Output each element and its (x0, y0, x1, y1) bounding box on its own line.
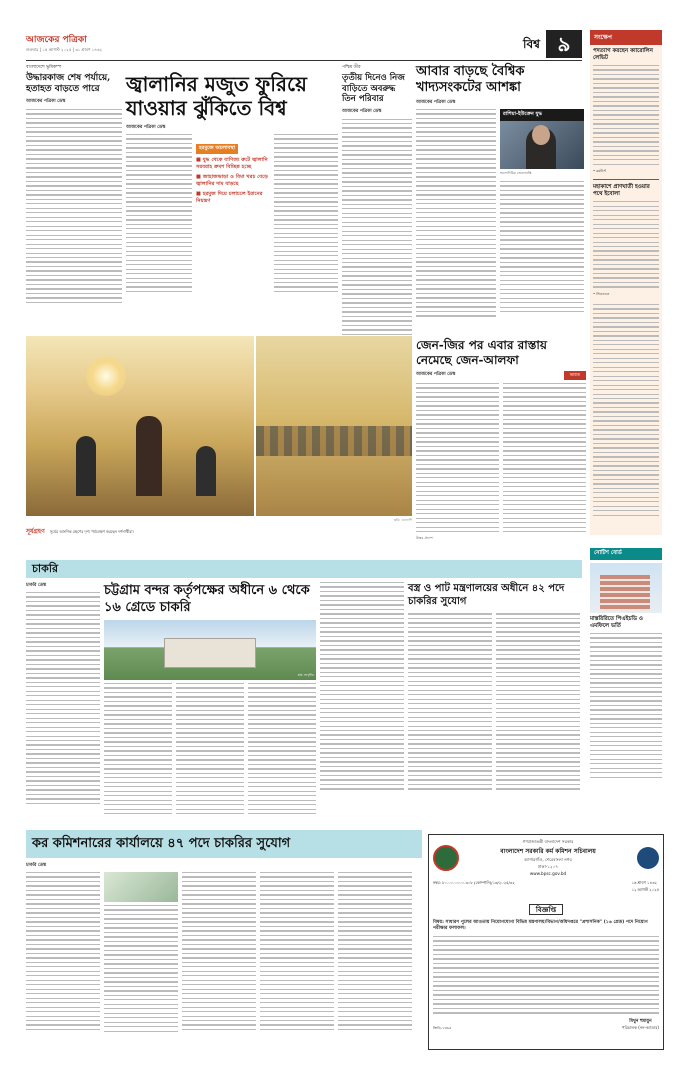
lead-body-col1 (126, 134, 192, 295)
genz-story (416, 338, 586, 541)
side-story (26, 64, 122, 319)
ad-memo: নম্বর: ৮০.০০.০০০০.৩০৮ (কোম্পানি)/১৬/২০২৫/৩২ (433, 880, 515, 885)
side-byline: আজকের পত্রিকা ডেস্ক (26, 99, 66, 104)
emblem-icon (433, 845, 459, 871)
ad-subject: বিষয়: সাধারণ পুলের আওতায় নিয়োগযোগ্য বিভিন্ন মন্ত্রণালয়/বিভাগ/অধিদপ্তরে "প্রশাসনিক" (১৬ গ্রেড) পদে নিয়োগ পরীক্ষার ফলাফল। (433, 920, 648, 931)
ad-date2: ১২ আগস্ট ২০২৫ (631, 887, 659, 892)
notice-board (590, 548, 662, 783)
brief-item-title: পদত্যাগ করছেন ক্যারোলিন লেভিট (593, 48, 653, 61)
tax-jobs-body (26, 862, 422, 1050)
tax-jobs-desk: চাকরি ডেস্ক (26, 863, 47, 868)
jobs-header: চাকরি (32, 562, 59, 575)
lead-byline: আজকের পত্রিকা ডেস্ক (126, 125, 166, 130)
photo-label: সূর্যগ্রহণ (26, 528, 45, 535)
eclipse-photo (26, 336, 254, 516)
photo-caption-row (26, 518, 412, 535)
tax-body-col2 (104, 905, 178, 1032)
lead-box-item: ■ যুদ্ধ থেকে বাণিজ্য রুটে জ্বালানি সরবরাহ ক্রমশ বিচ্ছিন্ন হচ্ছে (196, 157, 268, 170)
paper-name: আজকের পত্রিকা (26, 35, 87, 45)
lead-box (196, 134, 270, 295)
masthead-rule (26, 60, 582, 61)
side-body (26, 109, 122, 303)
side-headline: উদ্ধারকাজ শেষ পর্যায়ে, হতাহত বাড়তে পারে (26, 73, 111, 94)
jobs-header-bar (26, 560, 582, 578)
ad-url[interactable]: www.bpsc.gov.bd (529, 871, 567, 876)
textile-body-col3 (496, 613, 580, 792)
masthead (26, 28, 496, 52)
portrait-face (532, 125, 550, 145)
port-body-col3 (248, 683, 316, 818)
genz-byline: আজকের পত্রিকা ডেস্ক (416, 372, 456, 377)
crowd-strip (256, 426, 412, 456)
crisis-tag: রাশিয়া-ইউক্রেন যুদ্ধ (500, 109, 584, 121)
lead-box-title: হরমুজে অচলাবস্থা (196, 144, 238, 154)
notice-header: নোটিশ বোর্ড (590, 548, 662, 560)
crisis-byline: আজকের পত্রিকা ডেস্ক (416, 100, 456, 105)
page-number: ৯ (557, 32, 571, 56)
textile-body-col1 (320, 613, 404, 792)
page-number-box (546, 30, 582, 58)
jobs-left-col (26, 582, 100, 822)
person-silhouette (196, 446, 216, 496)
ad-signer-title: পরিচালক (নন-ক্যাডার) (621, 1024, 659, 1030)
building-shape (600, 575, 650, 611)
port-body-col1 (104, 683, 172, 818)
tax-body-col3 (182, 872, 256, 1035)
lead-story (126, 64, 338, 319)
ad-line3: আগারগাঁও, শেরেবাংলা নগর (524, 857, 572, 862)
ad-body (433, 936, 659, 1014)
zelensky-photo (500, 121, 584, 169)
notice-photo (590, 563, 662, 613)
tax-photo (104, 872, 178, 902)
section-name: বিশ্ব (523, 37, 540, 51)
crisis-headline: আবার বাড়ছে বৈশ্বিক খাদ্যসংকটের আশঙ্কা (416, 64, 525, 95)
textile-jobs-story (320, 582, 582, 822)
ad-ref: জিডি-১৩৬৪ (433, 1025, 452, 1030)
section-label (500, 36, 540, 52)
port-jobs-story (104, 582, 316, 822)
ad-line2: বাংলাদেশ সরকারি কর্ম কমিশন সচিবালয় (500, 848, 596, 855)
port-building (164, 638, 256, 668)
ad-date1: ১৬ শ্রাবণ ১৪৩২ (631, 880, 657, 885)
notice-title: মাস্তরিরিতে পিএইচডি ও এমফিলে ভর্তি (590, 616, 643, 629)
textile-intro (320, 582, 404, 613)
tax-body-col5 (338, 872, 412, 1035)
photo-caption: সূর্যের আংশিক গ্রহণের দৃশ্য পর্যবেক্ষণ করছেন দর্শনার্থীরা। (49, 529, 134, 534)
eclipse-photo-2 (256, 336, 412, 516)
brief-more-body (593, 304, 659, 516)
lead-body-col2 (274, 134, 338, 295)
west-bank-story (342, 64, 412, 319)
west-kicker: পশ্চিম তীর (342, 65, 361, 70)
lead-box-item: ■ জাহাজভাড়া ও বিমা খরচ বেড়ে জ্বালানির দাম বাড়ছে (196, 174, 268, 187)
bpsc-logo-icon (637, 847, 659, 869)
notice-body (590, 633, 662, 778)
west-byline: আজকের পত্রিকা ডেস্ক (342, 108, 382, 114)
person-silhouette (76, 436, 96, 496)
tax-jobs-banner (26, 830, 422, 858)
west-headline: তৃতীয় দিনেও নিজ বাড়িতে অবরুদ্ধ তিন পরিবার (342, 73, 405, 104)
crisis-photo-caption: ভলোদিমির জেলেনস্কি (500, 171, 532, 175)
tax-jobs-headline: কর কমিশনারের কার্যালয়ে ৪৭ পদে চাকরির সুযোগ (32, 836, 291, 851)
genz-headline: জেন-জির পর এবার রাস্তায় নেমেছে জেন-আলফা (416, 338, 547, 367)
brief-item-body (593, 201, 659, 288)
brief-item-credit: • সিএনএন (593, 291, 610, 296)
ad-line4: ঢাকা-১২০৭ (537, 864, 559, 869)
photo-credit: ছবি: সংগৃহীত (297, 673, 314, 677)
jobs-left-body (26, 592, 100, 804)
port-photo (104, 620, 316, 680)
photo-credit: ছবি: এএফপি (393, 518, 412, 522)
textile-headline: বস্ত্র ও পাট মন্ত্রণালয়ের অধীনে ৪২ পদে চাকরির সুযোগ (408, 583, 565, 607)
person-silhouette (136, 416, 162, 496)
jobs-port-desk: চাকরি ডেস্ক (26, 583, 47, 588)
ad-signer: মিথুন হুমায়ুন (629, 1018, 652, 1024)
brief-item-credit: • রয়টার্স (593, 169, 606, 174)
tax-body-col1 (26, 872, 100, 1035)
brief-item-title: মহাকাশে প্রাণঘাতী হওয়ার পথে ইবোলা (593, 184, 650, 198)
tax-body-col4 (260, 872, 334, 1035)
side-kicker: বাংলাদেশে ভূমিকম্প (26, 65, 62, 70)
issue-date: শুক্রবার | ১৫ আগস্ট ২০২৫ | ৩১ শ্রাবণ ১৪৩২ (26, 47, 103, 52)
ad-line1: গণপ্রজাতন্ত্রী বাংলাদেশ সরকার (522, 839, 574, 844)
crisis-body-col2 (500, 181, 584, 312)
lead-headline: জ্বালানির মজুত ফুরিয়ে যাওয়ার ঝুঁকিতে বিশ্ব (126, 72, 307, 120)
food-crisis-story (416, 64, 584, 334)
genz-body-col2 (503, 383, 586, 535)
brief-item-body (593, 65, 659, 165)
west-body (342, 119, 412, 358)
brief-header: সংক্ষেপ (590, 30, 662, 45)
ad-heading: বিজ্ঞপ্তি (529, 904, 563, 915)
genz-note: উত্তর প্রদেশ (416, 536, 433, 541)
brief-sidebar (590, 30, 662, 535)
bpsc-advertisement (428, 834, 664, 1050)
textile-body-col2 (408, 613, 492, 792)
genz-region: ভারত (564, 371, 586, 380)
crisis-body-col1 (416, 109, 496, 320)
port-jobs-headline: চট্টগ্রাম বন্দর কর্তৃপক্ষের অধীনে ৬ থেকে ১৬ গ্রেডে চাকরি (104, 583, 310, 615)
genz-body-col1 (416, 383, 499, 535)
sun-glow (86, 356, 126, 396)
lead-box-item: ■ হরমুজ দিয়ে চলাচলে ইরানের নিয়ন্ত্রণ (196, 191, 263, 204)
port-body-col2 (176, 683, 244, 818)
